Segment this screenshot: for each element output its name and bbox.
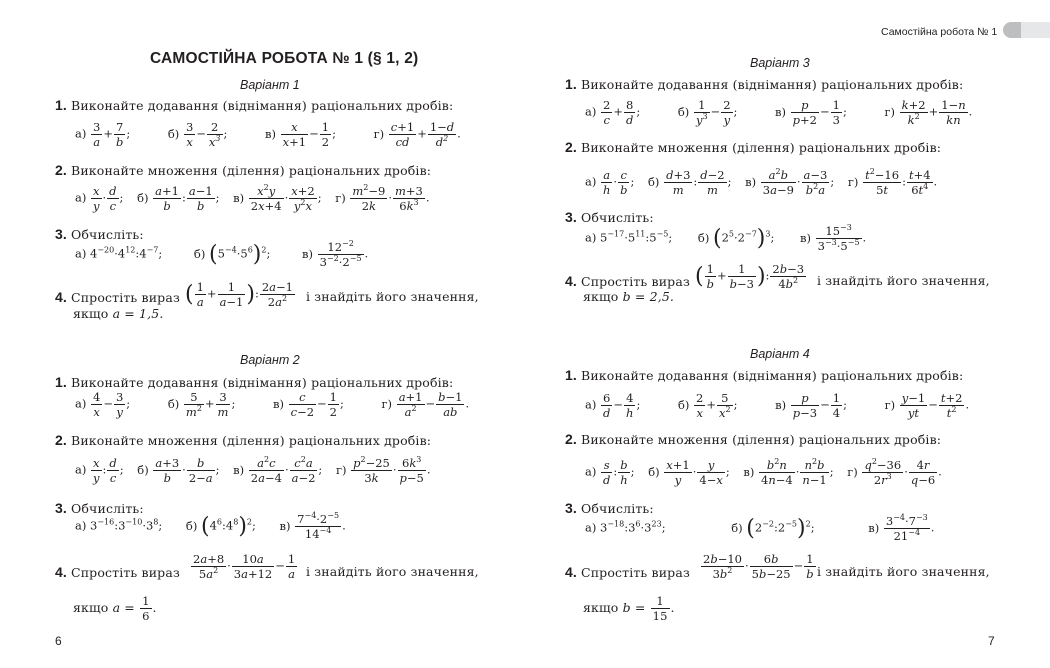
v1-task-3-exprs: а) $4^{-20}\cdot 4^{12}:4^{-7}$; б) $(5^{-4}\cdot 5^6)^2$; в) $\frac{12^{-2}}{3^{-2}\cdot 2^{-5}}$ . bbox=[75, 239, 369, 269]
variant-2-label: Варіант 2 bbox=[240, 353, 300, 367]
v1-task-2: 2. Виконайте множення (ділення) раціональних дробів: bbox=[55, 162, 432, 178]
v2-task-2: 2. Виконайте множення (ділення) раціональних дробів: bbox=[55, 432, 432, 448]
v2-task-4-condition: якщо a = $\frac{1}{6}$ . bbox=[73, 594, 157, 623]
v1-task-3: 3. Обчисліть: bbox=[55, 226, 144, 242]
v1-task-4-find: і знайдіть його значення, bbox=[306, 289, 479, 304]
v4-task-3-exprs: а) $3^{-18}:3^6\cdot 3^{23}$; б) $(2^{-2}:2^{-5})^2$; в) $\frac{3^{-4}\cdot 7^{-3}}{21^{-4}}$ . bbox=[585, 513, 935, 543]
v3-task-4-find: і знайдіть його значення, bbox=[817, 273, 990, 288]
v1-task-4-condition: якщо a = 1,5. bbox=[73, 306, 164, 321]
v4-task-4-condition: якщо b = $\frac{1}{15}$ . bbox=[583, 594, 675, 623]
v4-task-3: 3. Обчисліть: bbox=[565, 500, 654, 516]
running-header: Самостійна робота № 1 bbox=[881, 26, 998, 38]
v2-task-3: 3. Обчисліть: bbox=[55, 500, 144, 516]
right-page bbox=[525, 0, 1050, 668]
page-number-left: 6 bbox=[55, 634, 62, 648]
page-number-right: 7 bbox=[988, 634, 995, 648]
variant-1-label: Варіант 1 bbox=[240, 78, 300, 92]
v2-task-4: 4. Спростіть вираз bbox=[55, 564, 180, 580]
v3-task-4: 4. Спростіть вираз bbox=[565, 273, 690, 289]
v3-task-3-exprs: а) $5^{-17}\cdot 5^{11}:5^{-5}$; б) $(2^5\cdot 2^{-7})^3$; в) $\frac{15^{-3}}{3^{-3}\cdot 5^{-5}}$ . bbox=[585, 223, 867, 253]
v4-task-4-expr: $\frac{2b-10}{3b^2}$ · $\frac{6b}{5b-25}$ − $\frac{1}{b}$ bbox=[703, 552, 814, 581]
v1-task-4-expr: ( $\frac{1}{a}$ + $\frac{1}{a-1}$ ): $\frac{2a-1}{2a^2}$ bbox=[185, 280, 293, 309]
v3-task-2: 2. Виконайте множення (ділення) раціональних дробів: bbox=[565, 139, 942, 155]
v3-task-2-exprs: а) $\frac{a}{h}$ · $\frac{c}{b}$ ; б) $\frac{d+3}{m}$ : $\frac{d-2}{m}$ ; в) $\frac{a^2b}{3a-9}$ · $\frac{a-3}{b^2a}$ ; г) $\frac{t^2-16}{5t}$ : $\frac{t+4}{6t^4}$ . bbox=[585, 167, 938, 197]
header-tab-decoration bbox=[1003, 22, 1050, 38]
v3-task-1: 1. Виконайте додавання (віднімання) раціональних дробів: bbox=[565, 76, 964, 92]
v2-task-2-exprs: а) $\frac{x}{y}$ : $\frac{d}{c}$ ; б) $\frac{a+3}{b}$ · $\frac{b}{2-a}$ ; в) $\frac{a^2c}{2a-4}$ · $\frac{c^2a}{a-2}$ ; г) $\frac{p^2-25}{3k}$ · $\frac{6k^3}{p-5}$ . bbox=[75, 455, 431, 485]
v3-task-1-exprs: а) $\frac{2}{c}$ + $\frac{8}{d}$ ; б) $\frac{1}{y^3}$ − $\frac{2}{y}$ ; в) $\frac{p}{p+2}$ − $\frac{1}{3}$ ; г) $\frac{k+2}{k^2}$ + $\frac{1-n}{kn}$ . bbox=[585, 98, 973, 127]
v4-task-1-exprs: а) $\frac{6}{d}$ − $\frac{4}{h}$ ; б) $\frac{2}{x}$ + $\frac{5}{x^2}$ ; в) $\frac{p}{p-3}$ − $\frac{1}{4}$ ; г) $\frac{y-1}{yt}$ − $\frac{t+2}{t^2}$ . bbox=[585, 391, 970, 420]
v4-task-1: 1. Виконайте додавання (віднімання) раціональних дробів: bbox=[565, 367, 964, 383]
v3-task-4-condition: якщо b = 2,5. bbox=[583, 289, 675, 304]
v2-task-4-find: і знайдіть його значення, bbox=[306, 564, 479, 579]
variant-4-label: Варіант 4 bbox=[750, 347, 810, 361]
v3-task-4-expr: ( $\frac{1}{b}$ + $\frac{1}{b-3}$ ): $\frac{2b-3}{4b^2}$ bbox=[695, 262, 805, 291]
v4-task-2-exprs: а) $\frac{s}{d}$ : $\frac{b}{h}$ ; б) $\frac{x+1}{y}$ · $\frac{y}{4-x}$ ; в) $\frac{b^2n}{4n-4}$ · $\frac{n^2b}{n-1}$ ; г) $\frac{q^2-36}{2r^3}$ · $\frac{4r}{q-6}$ . bbox=[585, 457, 942, 487]
v2-task-4-expr: $\frac{2a+8}{5a^2}$ · $\frac{10a}{3a+12}$ − $\frac{1}{a}$ bbox=[193, 552, 296, 581]
v2-task-1: 1. Виконайте додавання (віднімання) раціональних дробів: bbox=[55, 374, 454, 390]
v4-task-2: 2. Виконайте множення (ділення) раціональних дробів: bbox=[565, 431, 942, 447]
v1-task-1: 1. Виконайте додавання (віднімання) раціональних дробів: bbox=[55, 97, 454, 113]
v1-task-4: 4. Спростіть вираз bbox=[55, 289, 180, 305]
variant-3-label: Варіант 3 bbox=[750, 56, 810, 70]
v2-task-1-exprs: а) $\frac{4}{x}$ − $\frac{3}{y}$ ; б) $\frac{5}{m^2}$ + $\frac{3}{m}$ ; в) $\frac{c}{c-2}$ − $\frac{1}{2}$ ; г) $\frac{a+1}{a^2}$ − $\frac{b-1}{ab}$ . bbox=[75, 390, 470, 419]
v1-task-1-exprs: а) $\frac{3}{a}$ + $\frac{7}{b}$ ; б) $\frac{3}{x}$ − $\frac{2}{x^3}$ ; в) $\frac{x}{x+1}$ − $\frac{1}{2}$ ; г) $\frac{c+1}{cd}$ + $\frac{1-d}{d^2}$ . bbox=[75, 120, 461, 149]
v2-task-3-exprs: а) $3^{-16}:3^{-10}\cdot 3^8$; б) $(4^6:4^8)^2$; в) $\frac{7^{-4}\cdot 2^{-5}}{14^{-4}}$ . bbox=[75, 511, 346, 541]
v4-task-4-find: і знайдіть його значення, bbox=[817, 564, 990, 579]
page-title: САМОСТІЙНА РОБОТА № 1 (§ 1, 2) bbox=[150, 50, 419, 67]
v3-task-3: 3. Обчисліть: bbox=[565, 209, 654, 225]
v4-task-4: 4. Спростіть вираз bbox=[565, 564, 690, 580]
v1-task-2-exprs: а) $\frac{x}{y}$ · $\frac{d}{c}$ ; б) $\frac{a+1}{b}$ : $\frac{a-1}{b}$ ; в) $\frac{x^2y}{2x+4}$ · $\frac{x+2}{y^2x}$ ; г) $\frac{m^2-9}{2k}$ · $\frac{m+3}{6k^3}$ . bbox=[75, 183, 430, 213]
